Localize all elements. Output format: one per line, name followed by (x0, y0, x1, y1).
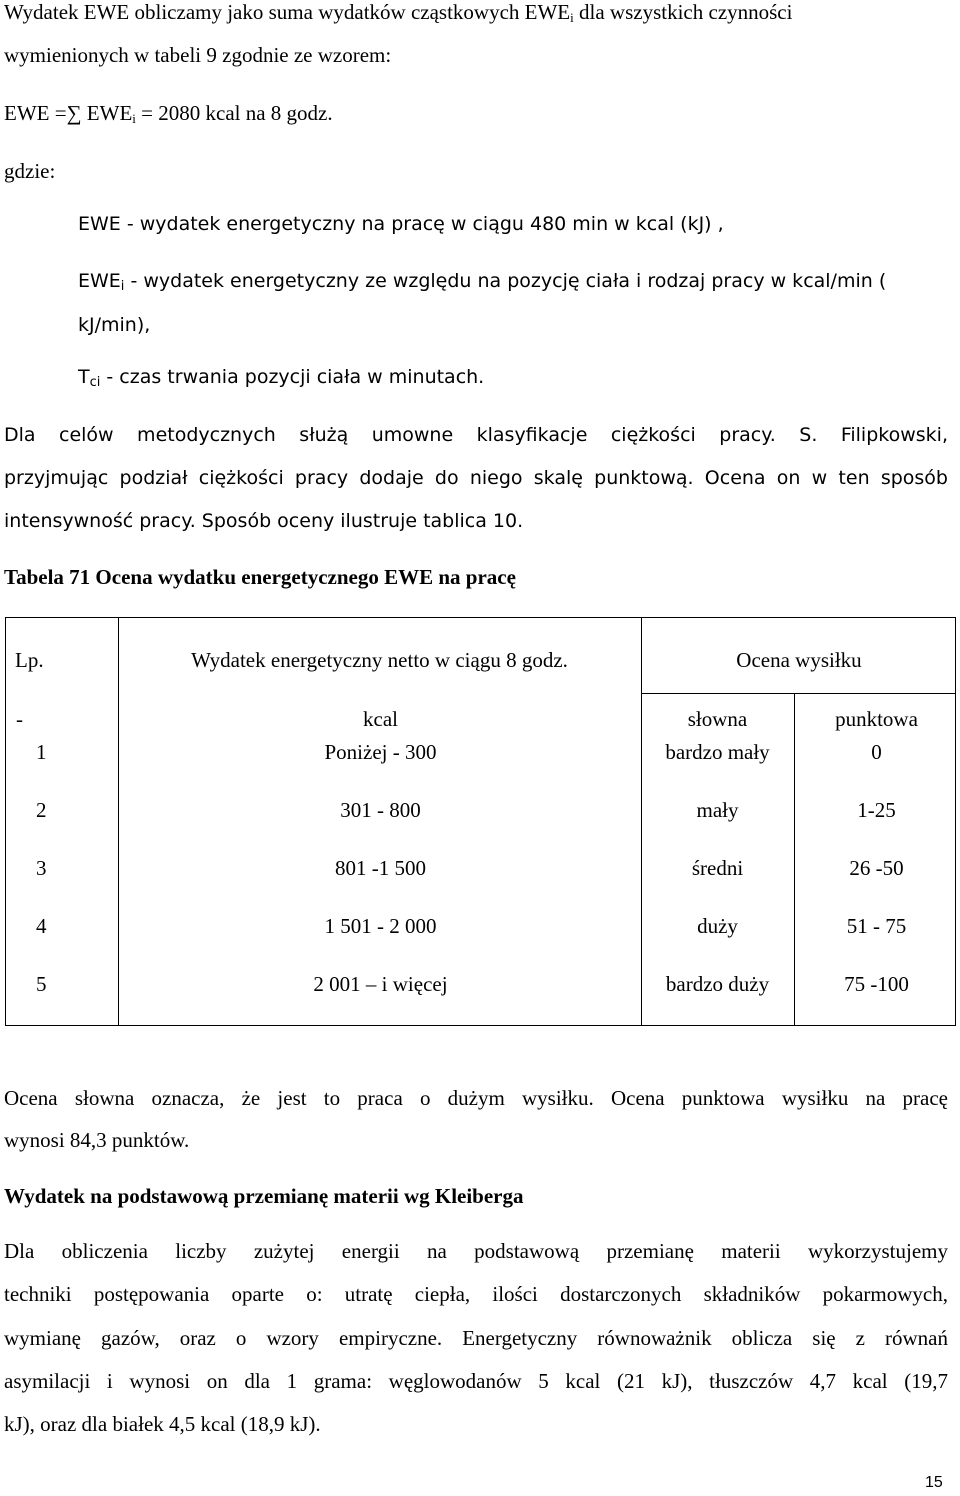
table-cell-kcal: Poniżej - 300 (324, 740, 437, 764)
page-number: 15 (925, 1474, 943, 1491)
subscript-i: i (120, 279, 125, 294)
intro-line-1-end: dla wszystkich czynności (573, 0, 793, 24)
formula-text: EWE =∑ EWE (4, 101, 133, 125)
energy-expense-table (5, 617, 956, 1026)
definition-ewei-text: - wydatek energetyczny ze względu na pozycję ciała i rodzaj pracy w kcal/min ( (124, 270, 887, 292)
subscript-ci: ci (89, 375, 101, 390)
section-line-2: techniki postępowania oparte o: utratę ciepła, ilości dostarczonych składników pokarmowych, (4, 1282, 948, 1306)
table-cell-verbal: bardzo mały (665, 740, 770, 764)
table-caption: Tabela 71 Ocena wydatku energetycznego EWE na pracę (4, 565, 516, 589)
paragraph-1-line-3: intensywność pracy. Sposób oceny ilustruje tablica 10. (4, 510, 524, 532)
paragraph-1-line-1: Dla celów metodycznych służą umowne klasyfikacje ciężkości pracy. S. Filipkowski, (4, 424, 948, 446)
table-cell-lp: 5 (36, 972, 47, 996)
intro-line-1 (4, 0, 792, 25)
table-cell-points: 1-25 (857, 798, 896, 822)
formula-result: = 2080 kcal na 8 godz. (135, 101, 333, 125)
header-lp: Lp. (15, 648, 44, 672)
definition-ewei-cont: kJ/min), (78, 314, 151, 336)
table-cell-verbal: mały (696, 798, 739, 822)
definition-tci-symbol: T (78, 366, 90, 388)
table-cell-points: 26 -50 (849, 856, 904, 880)
section-line-1: Dla obliczenia liczby zużytej energii na podstawową przemianę materii wykorzystujemy (4, 1239, 948, 1263)
table-cell-kcal: 1 501 - 2 000 (324, 914, 437, 938)
subheader-points: punktowa (835, 707, 918, 731)
section-line-3: wymianę gazów, oraz o wzory empiryczne. Energetyczny równoważnik oblicza się z równań (4, 1326, 948, 1350)
table-cell-points: 75 -100 (844, 972, 909, 996)
table-cell-kcal: 801 -1 500 (335, 856, 426, 880)
conclusion-line-1: Ocena słowna oznacza, że jest to praca o dużym wysiłku. Ocena punktowa wysiłku na pracę (4, 1086, 948, 1110)
definition-tci (78, 366, 484, 388)
table-cell-lp: 2 (36, 798, 47, 822)
header-expense: Wydatek energetyczny netto w ciągu 8 godz. (191, 648, 568, 672)
table-cell-points: 51 - 75 (846, 914, 907, 938)
paragraph-1-line-2: przyjmując podział ciężkości pracy dodaje do niego skalę punktową. Ocena on w ten sposób (4, 467, 948, 489)
definition-ewei-symbol: EWE (78, 270, 121, 292)
section-heading: Wydatek na podstawową przemianę materii wg Kleiberga (4, 1184, 524, 1208)
definition-ewei (78, 270, 886, 292)
subscript-i: i (570, 10, 574, 25)
table-cell-verbal: średni (691, 856, 744, 880)
definition-ewe: EWE - wydatek energetyczny na pracę w ciągu 480 min w kcal (kJ) , (78, 213, 724, 235)
intro-line-2: wymienionych w tabeli 9 zgodnie ze wzorem: (4, 43, 392, 67)
table-cell-lp: 4 (36, 914, 47, 938)
table-divider (641, 693, 955, 694)
where-label: gdzie: (4, 159, 56, 183)
table-cell-kcal: 2 001 – i więcej (313, 972, 448, 996)
subheader-lp: - (16, 707, 23, 731)
conclusion-line-2: wynosi 84,3 punktów. (4, 1128, 190, 1152)
table-cell-lp: 3 (36, 856, 47, 880)
formula (4, 101, 333, 126)
section-line-5: kJ), oraz dla białek 4,5 kcal (18,9 kJ). (4, 1412, 321, 1436)
table-cell-kcal: 301 - 800 (340, 798, 421, 822)
definition-tci-text: - czas trwania pozycji ciała w minutach. (100, 366, 485, 388)
header-rating: Ocena wysiłku (736, 648, 862, 672)
table-cell-verbal: bardzo duży (665, 972, 770, 996)
intro-line-1-text: Wydatek EWE obliczamy jako suma wydatków cząstkowych EWE (4, 0, 571, 24)
table-cell-lp: 1 (36, 740, 47, 764)
subheader-kcal: kcal (363, 707, 398, 731)
table-cell-verbal: duży (697, 914, 738, 938)
table-cell-points: 0 (871, 740, 882, 764)
section-line-4: asymilacji i wynosi on dla 1 grama: węglowodanów 5 kcal (21 kJ), tłuszczów 4,7 kcal (19,7 (4, 1369, 948, 1393)
subscript-i: i (132, 111, 136, 126)
subheader-verbal: słowna (687, 707, 748, 731)
